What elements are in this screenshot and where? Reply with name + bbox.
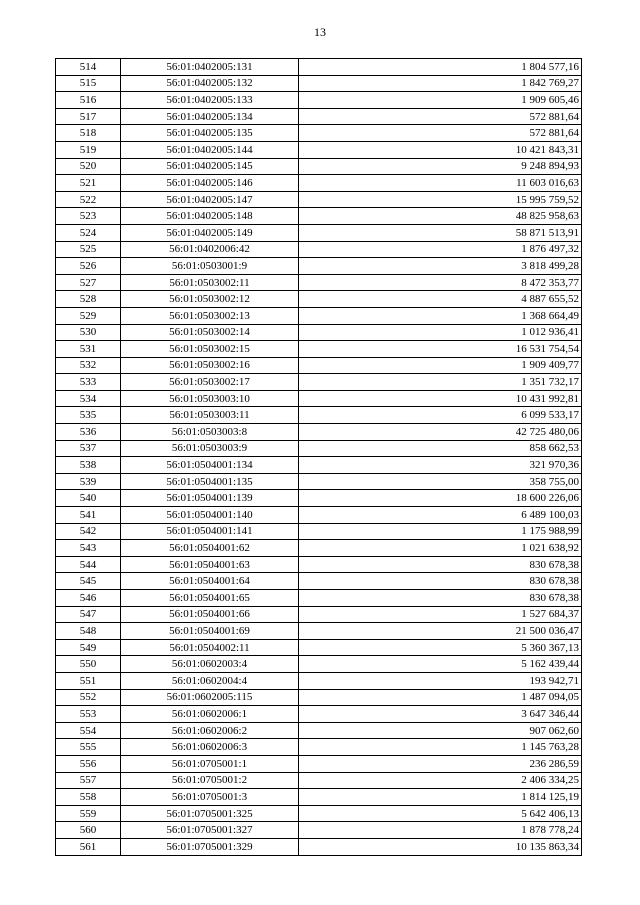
cadastral-value-cell: 1 527 684,37 <box>299 606 582 623</box>
table-row <box>56 374 582 391</box>
table-row <box>56 722 582 739</box>
cadastral-number-cell: 56:01:0705001:329 <box>121 838 299 855</box>
cadastral-number-cell: 56:01:0602006:1 <box>121 706 299 723</box>
cadastral-value-cell: 830 678,38 <box>299 573 582 590</box>
table-row <box>56 224 582 241</box>
table-row <box>56 672 582 689</box>
cadastral-value-cell: 1 487 094,05 <box>299 689 582 706</box>
cadastral-number-cell: 56:01:0705001:327 <box>121 822 299 839</box>
cadastral-value-cell: 1 145 763,28 <box>299 739 582 756</box>
cadastral-number-cell: 56:01:0402005:135 <box>121 125 299 142</box>
table-row <box>56 357 582 374</box>
row-number-cell: 547 <box>56 606 121 623</box>
cadastral-value-cell: 1 804 577,16 <box>299 59 582 76</box>
cadastral-number-cell: 56:01:0402005:146 <box>121 175 299 192</box>
cadastral-value-cell: 9 248 894,93 <box>299 158 582 175</box>
cadastral-value-cell: 6 099 533,17 <box>299 407 582 424</box>
cadastral-number-cell: 56:01:0602005:115 <box>121 689 299 706</box>
table-row <box>56 590 582 607</box>
table-row <box>56 490 582 507</box>
cadastral-value-cell: 1 021 638,92 <box>299 540 582 557</box>
table-row <box>56 772 582 789</box>
table-row <box>56 706 582 723</box>
cadastral-value-cell: 6 489 100,03 <box>299 507 582 524</box>
table-row <box>56 606 582 623</box>
table-row <box>56 523 582 540</box>
table-row <box>56 208 582 225</box>
cadastral-value-cell: 1 909 409,77 <box>299 357 582 374</box>
cadastral-number-cell: 56:01:0402005:145 <box>121 158 299 175</box>
cadastral-value-cell: 1 909 605,46 <box>299 92 582 109</box>
cadastral-value-cell: 10 431 992,81 <box>299 390 582 407</box>
row-number-cell: 544 <box>56 556 121 573</box>
cadastral-number-cell: 56:01:0402005:134 <box>121 108 299 125</box>
row-number-cell: 526 <box>56 258 121 275</box>
cadastral-number-cell: 56:01:0402005:133 <box>121 92 299 109</box>
row-number-cell: 553 <box>56 706 121 723</box>
row-number-cell: 550 <box>56 656 121 673</box>
row-number-cell: 529 <box>56 307 121 324</box>
cadastral-number-cell: 56:01:0402005:131 <box>121 59 299 76</box>
row-number-cell: 542 <box>56 523 121 540</box>
cadastral-value-cell: 358 755,00 <box>299 473 582 490</box>
row-number-cell: 554 <box>56 722 121 739</box>
cadastral-value-cell: 5 642 406,13 <box>299 805 582 822</box>
cadastral-value-cell: 858 662,53 <box>299 440 582 457</box>
row-number-cell: 534 <box>56 390 121 407</box>
table-row <box>56 556 582 573</box>
cadastral-value-cell: 3 818 499,28 <box>299 258 582 275</box>
table-row <box>56 108 582 125</box>
cadastral-value-cell: 572 881,64 <box>299 125 582 142</box>
cadastral-value-cell: 830 678,38 <box>299 590 582 607</box>
table-row <box>56 241 582 258</box>
table-row <box>56 291 582 308</box>
cadastral-value-cell: 15 995 759,52 <box>299 191 582 208</box>
row-number-cell: 557 <box>56 772 121 789</box>
row-number-cell: 532 <box>56 357 121 374</box>
row-number-cell: 537 <box>56 440 121 457</box>
row-number-cell: 527 <box>56 274 121 291</box>
row-number-cell: 522 <box>56 191 121 208</box>
row-number-cell: 543 <box>56 540 121 557</box>
cadastral-number-cell: 56:01:0504001:135 <box>121 473 299 490</box>
cadastral-number-cell: 56:01:0705001:1 <box>121 755 299 772</box>
cadastral-value-cell: 5 162 439,44 <box>299 656 582 673</box>
cadastral-value-cell: 193 942,71 <box>299 672 582 689</box>
row-number-cell: 525 <box>56 241 121 258</box>
cadastral-number-cell: 56:01:0503003:8 <box>121 424 299 441</box>
cadastral-number-cell: 56:01:0503003:10 <box>121 390 299 407</box>
cadastral-value-cell: 1 878 778,24 <box>299 822 582 839</box>
cadastral-value-cell: 21 500 036,47 <box>299 623 582 640</box>
cadastral-number-cell: 56:01:0402005:132 <box>121 75 299 92</box>
table-row <box>56 623 582 640</box>
cadastral-value-table <box>55 58 582 856</box>
cadastral-value-cell: 1 012 936,41 <box>299 324 582 341</box>
table-row <box>56 789 582 806</box>
cadastral-value-cell: 8 472 353,77 <box>299 274 582 291</box>
row-number-cell: 535 <box>56 407 121 424</box>
table-row <box>56 573 582 590</box>
cadastral-number-cell: 56:01:0602004:4 <box>121 672 299 689</box>
cadastral-number-cell: 56:01:0602003:4 <box>121 656 299 673</box>
table-row <box>56 59 582 76</box>
row-number-cell: 540 <box>56 490 121 507</box>
cadastral-value-cell: 3 647 346,44 <box>299 706 582 723</box>
cadastral-number-cell: 56:01:0503002:13 <box>121 307 299 324</box>
row-number-cell: 539 <box>56 473 121 490</box>
cadastral-number-cell: 56:01:0503002:15 <box>121 341 299 358</box>
row-number-cell: 546 <box>56 590 121 607</box>
row-number-cell: 561 <box>56 838 121 855</box>
cadastral-number-cell: 56:01:0402005:149 <box>121 224 299 241</box>
row-number-cell: 560 <box>56 822 121 839</box>
cadastral-number-cell: 56:01:0402005:147 <box>121 191 299 208</box>
table-row <box>56 175 582 192</box>
table-row <box>56 805 582 822</box>
cadastral-value-cell: 321 970,36 <box>299 457 582 474</box>
table-row <box>56 92 582 109</box>
row-number-cell: 523 <box>56 208 121 225</box>
row-number-cell: 548 <box>56 623 121 640</box>
row-number-cell: 533 <box>56 374 121 391</box>
table-row <box>56 125 582 142</box>
row-number-cell: 556 <box>56 755 121 772</box>
row-number-cell: 531 <box>56 341 121 358</box>
cadastral-value-cell: 2 406 334,25 <box>299 772 582 789</box>
row-number-cell: 549 <box>56 639 121 656</box>
table-body <box>56 59 582 856</box>
row-number-cell: 519 <box>56 141 121 158</box>
table-row <box>56 507 582 524</box>
row-number-cell: 536 <box>56 424 121 441</box>
cadastral-number-cell: 56:01:0504002:11 <box>121 639 299 656</box>
row-number-cell: 528 <box>56 291 121 308</box>
cadastral-value-cell: 11 603 016,63 <box>299 175 582 192</box>
table-row <box>56 838 582 855</box>
cadastral-value-cell: 1 842 769,27 <box>299 75 582 92</box>
row-number-cell: 517 <box>56 108 121 125</box>
table-row <box>56 407 582 424</box>
row-number-cell: 520 <box>56 158 121 175</box>
cadastral-value-cell: 16 531 754,54 <box>299 341 582 358</box>
cadastral-value-cell: 48 825 958,63 <box>299 208 582 225</box>
row-number-cell: 541 <box>56 507 121 524</box>
table-row <box>56 158 582 175</box>
cadastral-number-cell: 56:01:0504001:134 <box>121 457 299 474</box>
cadastral-number-cell: 56:01:0503003:11 <box>121 407 299 424</box>
cadastral-number-cell: 56:01:0402006:42 <box>121 241 299 258</box>
table-row <box>56 473 582 490</box>
row-number-cell: 552 <box>56 689 121 706</box>
table-row <box>56 739 582 756</box>
table-row <box>56 822 582 839</box>
cadastral-number-cell: 56:01:0602006:2 <box>121 722 299 739</box>
table-row <box>56 440 582 457</box>
row-number-cell: 551 <box>56 672 121 689</box>
row-number-cell: 515 <box>56 75 121 92</box>
cadastral-number-cell: 56:01:0504001:64 <box>121 573 299 590</box>
cadastral-number-cell: 56:01:0503002:12 <box>121 291 299 308</box>
table-row <box>56 424 582 441</box>
table-row <box>56 457 582 474</box>
cadastral-number-cell: 56:01:0503002:11 <box>121 274 299 291</box>
table-row <box>56 141 582 158</box>
cadastral-value-cell: 58 871 513,91 <box>299 224 582 241</box>
cadastral-value-cell: 1 876 497,32 <box>299 241 582 258</box>
cadastral-value-cell: 4 887 655,52 <box>299 291 582 308</box>
row-number-cell: 555 <box>56 739 121 756</box>
table-row <box>56 258 582 275</box>
table-row <box>56 307 582 324</box>
cadastral-value-cell: 1 814 125,19 <box>299 789 582 806</box>
table-row <box>56 390 582 407</box>
cadastral-number-cell: 56:01:0705001:2 <box>121 772 299 789</box>
cadastral-value-cell: 42 725 480,06 <box>299 424 582 441</box>
cadastral-number-cell: 56:01:0504001:66 <box>121 606 299 623</box>
table-row <box>56 341 582 358</box>
row-number-cell: 558 <box>56 789 121 806</box>
cadastral-value-cell: 1 351 732,17 <box>299 374 582 391</box>
row-number-cell: 530 <box>56 324 121 341</box>
table-row <box>56 755 582 772</box>
table-row <box>56 689 582 706</box>
table-row <box>56 191 582 208</box>
cadastral-number-cell: 56:01:0504001:69 <box>121 623 299 640</box>
row-number-cell: 518 <box>56 125 121 142</box>
cadastral-number-cell: 56:01:0504001:140 <box>121 507 299 524</box>
cadastral-value-cell: 236 286,59 <box>299 755 582 772</box>
cadastral-value-cell: 10 421 843,31 <box>299 141 582 158</box>
cadastral-number-cell: 56:01:0504001:139 <box>121 490 299 507</box>
cadastral-number-cell: 56:01:0705001:3 <box>121 789 299 806</box>
cadastral-number-cell: 56:01:0504001:65 <box>121 590 299 607</box>
row-number-cell: 538 <box>56 457 121 474</box>
row-number-cell: 514 <box>56 59 121 76</box>
cadastral-number-cell: 56:01:0402005:148 <box>121 208 299 225</box>
cadastral-value-cell: 18 600 226,06 <box>299 490 582 507</box>
cadastral-number-cell: 56:01:0705001:325 <box>121 805 299 822</box>
cadastral-number-cell: 56:01:0402005:144 <box>121 141 299 158</box>
cadastral-number-cell: 56:01:0504001:63 <box>121 556 299 573</box>
table-row <box>56 540 582 557</box>
row-number-cell: 524 <box>56 224 121 241</box>
table-row <box>56 324 582 341</box>
table-row <box>56 75 582 92</box>
cadastral-value-cell: 1 175 988,99 <box>299 523 582 540</box>
cadastral-number-cell: 56:01:0503001:9 <box>121 258 299 275</box>
table-row <box>56 639 582 656</box>
cadastral-number-cell: 56:01:0504001:141 <box>121 523 299 540</box>
page-number: 13 <box>314 25 326 39</box>
cadastral-value-cell: 1 368 664,49 <box>299 307 582 324</box>
cadastral-number-cell: 56:01:0504001:62 <box>121 540 299 557</box>
cadastral-value-cell: 5 360 367,13 <box>299 639 582 656</box>
row-number-cell: 521 <box>56 175 121 192</box>
row-number-cell: 516 <box>56 92 121 109</box>
cadastral-value-cell: 572 881,64 <box>299 108 582 125</box>
cadastral-number-cell: 56:01:0503002:14 <box>121 324 299 341</box>
table-row <box>56 274 582 291</box>
cadastral-value-cell: 830 678,38 <box>299 556 582 573</box>
cadastral-number-cell: 56:01:0602006:3 <box>121 739 299 756</box>
row-number-cell: 559 <box>56 805 121 822</box>
cadastral-number-cell: 56:01:0503002:16 <box>121 357 299 374</box>
table-row <box>56 656 582 673</box>
cadastral-value-cell: 907 062,60 <box>299 722 582 739</box>
cadastral-number-cell: 56:01:0503003:9 <box>121 440 299 457</box>
cadastral-value-cell: 10 135 863,34 <box>299 838 582 855</box>
cadastral-number-cell: 56:01:0503002:17 <box>121 374 299 391</box>
row-number-cell: 545 <box>56 573 121 590</box>
